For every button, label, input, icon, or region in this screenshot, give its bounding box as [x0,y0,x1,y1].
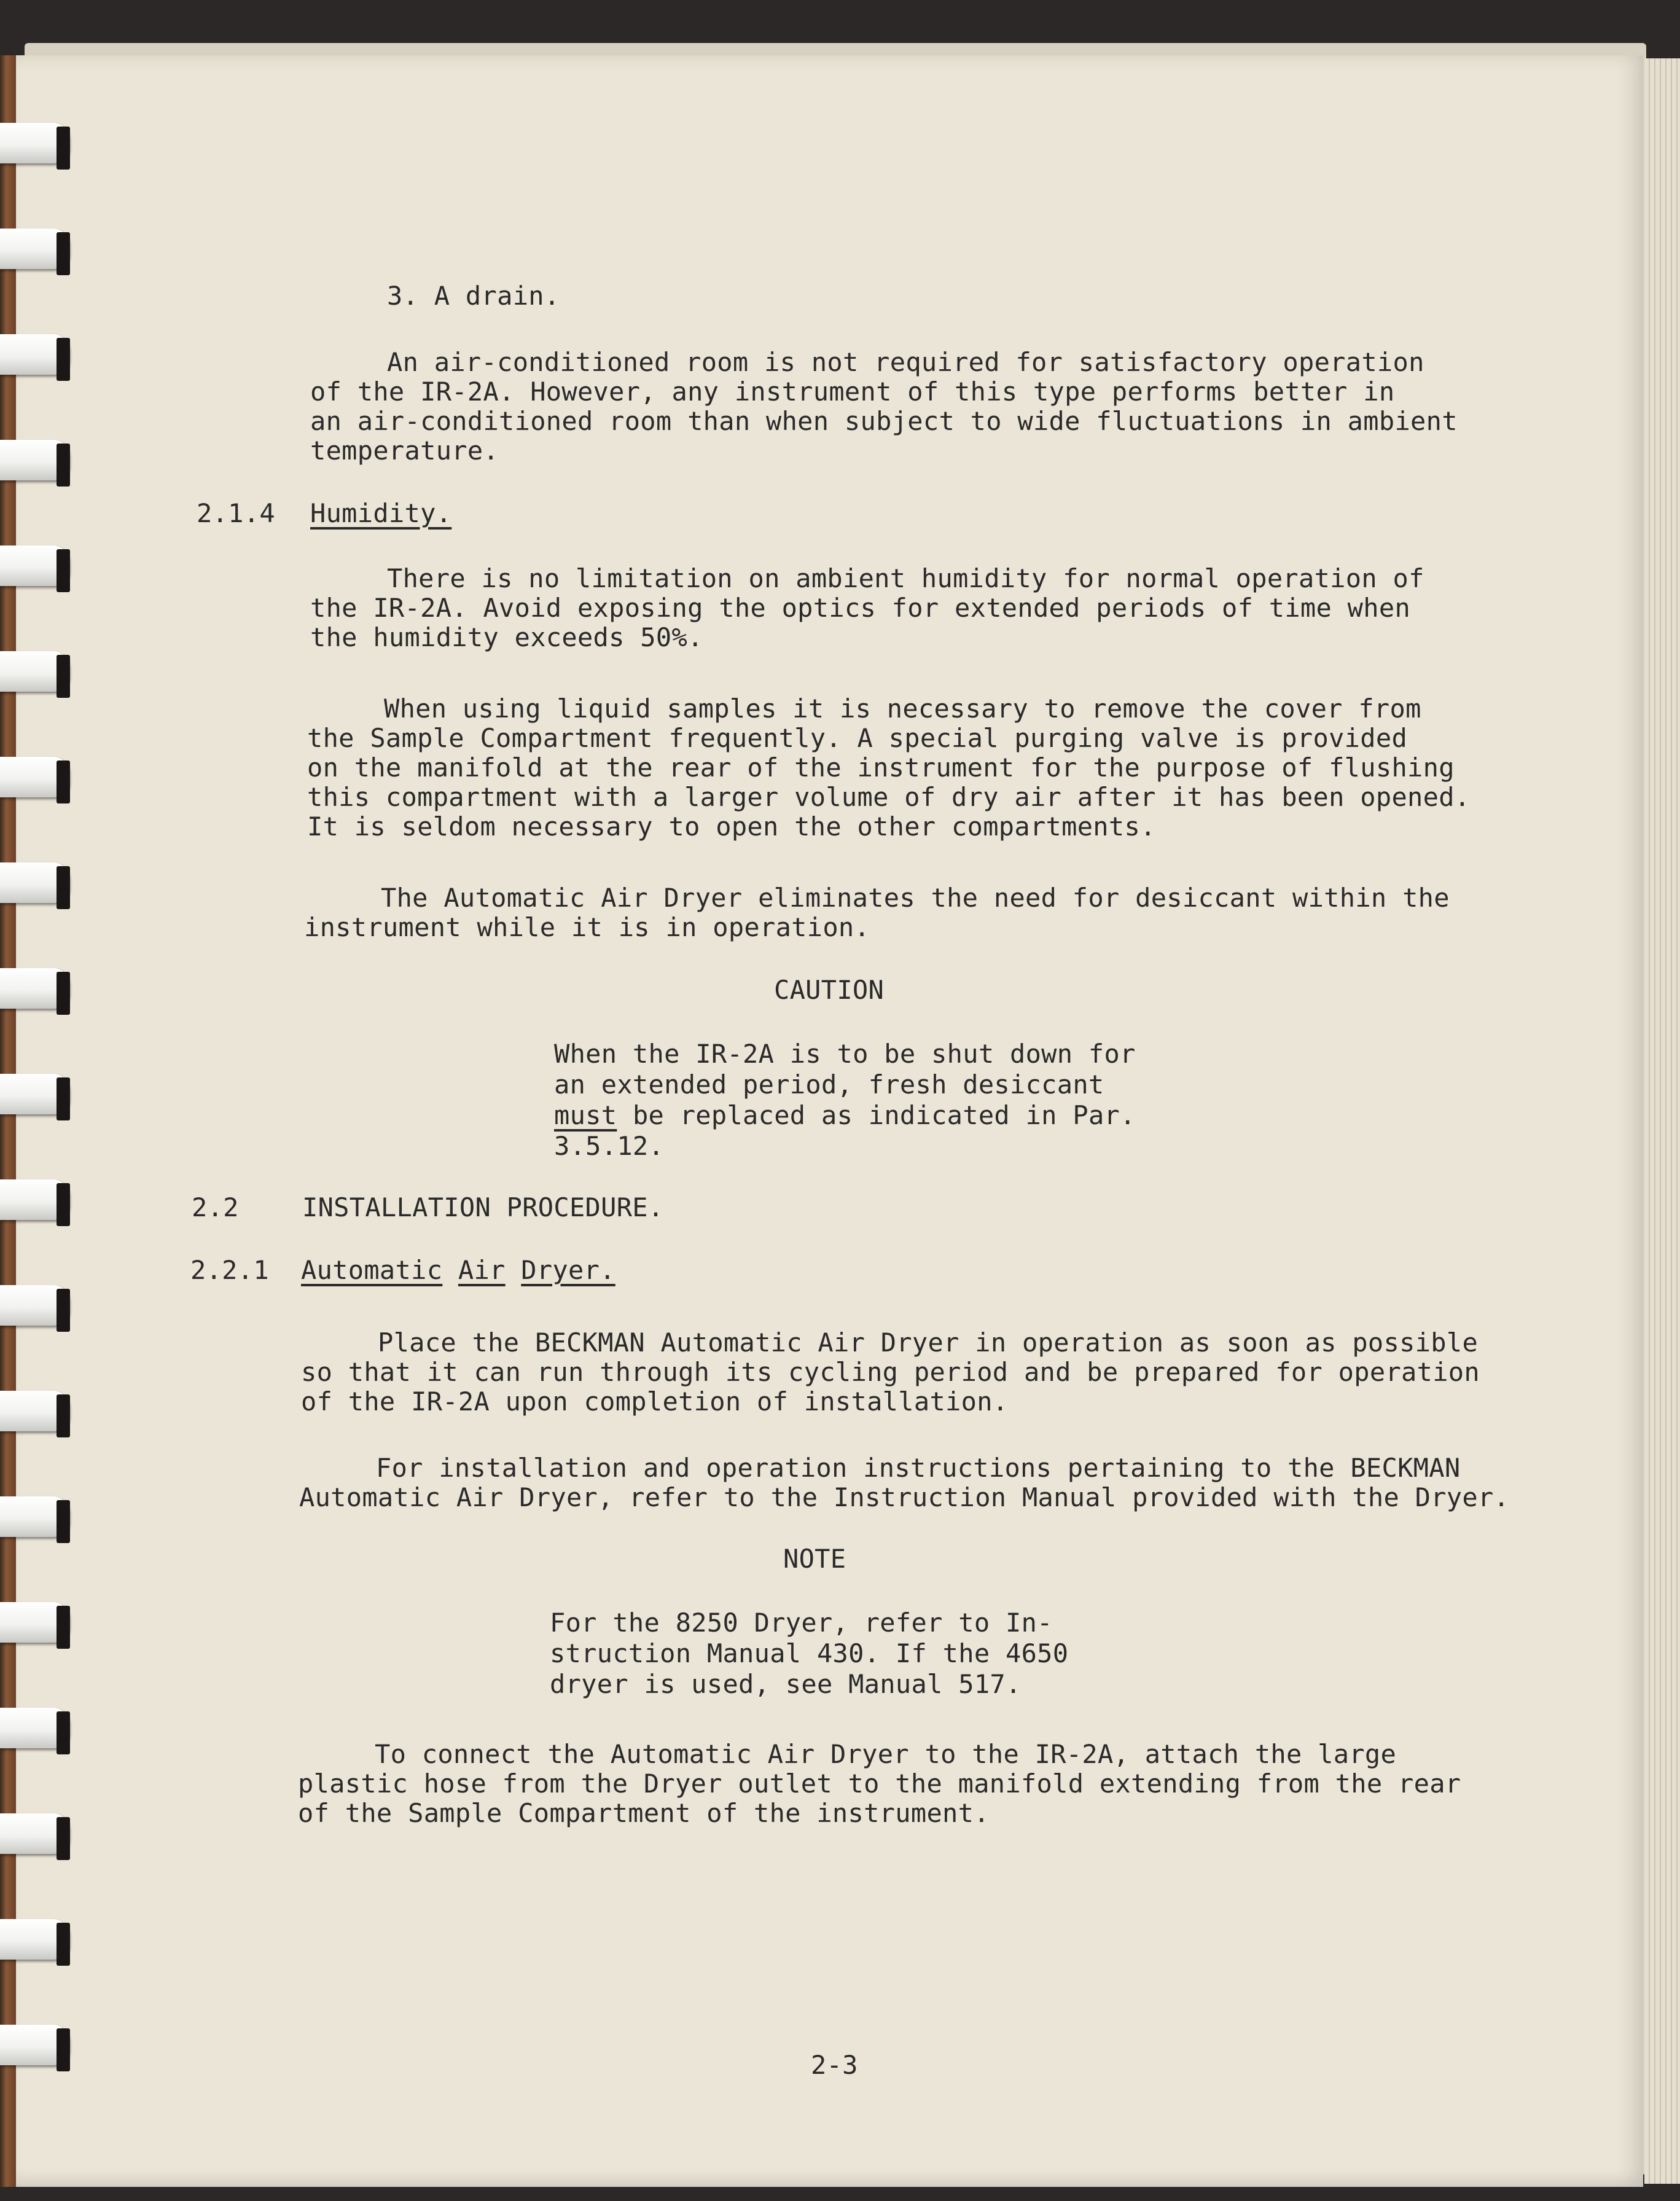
note-line: For the 8250 Dryer, refer to In- [550,1608,1053,1638]
title-word: Air [458,1255,506,1285]
paragraph-line: of the IR-2A. However, any instrument of this type performs better in [310,377,1395,407]
paragraph-line: this compartment with a larger volume of dry air after it has been opened. [307,782,1471,812]
paragraph-line: so that it can run through its cycling period and be prepared for operation [301,1357,1480,1387]
binding-ring [0,757,74,800]
page-stack-edges [1644,58,1680,2184]
binding-ring [0,1285,74,1328]
binding-ring [0,545,74,588]
paragraph-line: on the manifold at the rear of the instrument for the purpose of flushing [307,753,1455,783]
paragraph-line: It is seldom necessary to open the other compartments. [307,811,1156,842]
paragraph-line: Automatic Air Dryer, refer to the Instruction Manual provided with the Dryer. [299,1482,1510,1512]
list-item-drain: 3. A drain. [387,281,560,311]
caution-line-rest: be replaced as indicated in Par. [617,1100,1136,1130]
binding-ring [0,1708,74,1751]
section-title-humidity: Humidity. [310,498,452,528]
paragraph-line: An air-conditioned room is not required for satisfactory operation [387,347,1424,377]
caution-line [554,1101,1136,1130]
binding-ring [0,1074,74,1117]
paragraph-line: The Automatic Air Dryer eliminates the need for desiccant within the [381,883,1450,913]
paragraph-line: For installation and operation instructions pertaining to the BECKMAN [376,1453,1461,1483]
caution-line: 3.5.12. [554,1131,665,1161]
section-number-2-2-1: 2.2.1 [190,1255,269,1285]
binding-ring [0,1813,74,1856]
binding-ring [0,123,74,166]
note-line: struction Manual 430. If the 4650 [550,1638,1069,1668]
binding-ring [0,229,74,272]
paragraph-line: of the Sample Compartment of the instrument. [298,1798,990,1828]
caution-line: When the IR-2A is to be shut down for [554,1039,1136,1069]
binding-ring [0,440,74,483]
note-heading: NOTE [783,1544,846,1574]
binding-ring [0,651,74,694]
title-word: Dryer. [521,1255,615,1285]
binding-ring [0,1496,74,1539]
caution-emphasis-must: must [554,1100,617,1130]
page-number: 2-3 [811,2050,858,2080]
paragraph-line: instrument while it is in operation. [304,912,870,942]
note-line: dryer is used, see Manual 517. [550,1669,1022,1699]
binding-ring [0,1919,74,1962]
binding-ring [0,334,74,377]
binding-ring [0,1179,74,1222]
paragraph-line: temperature. [310,436,499,466]
paragraph-line: an air-conditioned room than when subject to wide fluctuations in ambient [310,406,1458,436]
paragraph-line: When using liquid samples it is necessary to remove the cover from [384,694,1421,724]
section-number-2-1-4: 2.1.4 [197,498,275,528]
caution-line: an extended period, fresh desiccant [554,1069,1104,1100]
paragraph-line: There is no limitation on ambient humidity for normal operation of [387,563,1424,593]
caution-heading: CAUTION [774,975,885,1005]
paragraph-line: the IR-2A. Avoid exposing the optics for extended periods of time when [310,593,1411,623]
title-word: Automatic [301,1255,443,1285]
binding-ring [0,1602,74,1645]
paragraph-line: To connect the Automatic Air Dryer to the IR-2A, attach the large [375,1739,1397,1769]
paragraph-line: plastic hose from the Dryer outlet to the manifold extending from the rear [298,1769,1461,1799]
section-number-2-2: 2.2 [192,1192,239,1222]
section-title-installation: INSTALLATION PROCEDURE. [302,1192,664,1222]
paragraph-line: the humidity exceeds 50%. [310,622,703,652]
section-title-air-dryer [301,1256,615,1285]
binding-ring [0,1391,74,1434]
binding-ring [0,2025,74,2068]
binding-ring [0,968,74,1011]
paragraph-line: Place the BECKMAN Automatic Air Dryer in operation as soon as possible [378,1327,1479,1358]
paragraph-line: of the IR-2A upon completion of installation. [301,1386,1009,1417]
paragraph-line: the Sample Compartment frequently. A special purging valve is provided [307,723,1408,753]
binding-ring [0,862,74,905]
